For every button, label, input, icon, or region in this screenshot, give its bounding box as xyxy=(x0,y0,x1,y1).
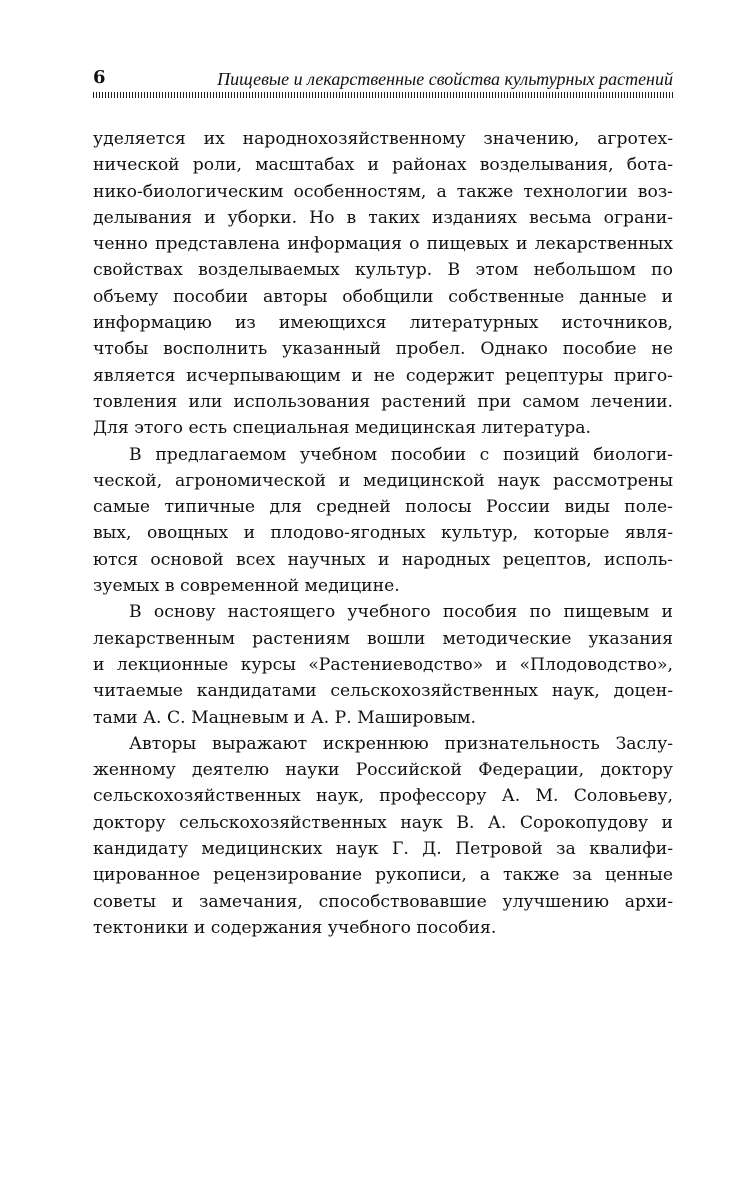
text-line: читаемые кандидатами сельскохозяйственных наук, доцен- xyxy=(93,681,673,702)
page-number: 6 xyxy=(93,67,106,88)
text-line: нико-биологическим особенностям, а также технологии воз- xyxy=(93,181,673,202)
paragraph xyxy=(93,442,673,600)
paragraph xyxy=(93,599,673,730)
text-line: ческой, агрономической и медицинской наук рассмотрены xyxy=(93,470,673,491)
text-line: тами А. С. Мацневым и А. Р. Машировым. xyxy=(93,707,476,728)
text-line: В основу настоящего учебного пособия по пищевым и xyxy=(129,602,673,623)
paragraph xyxy=(93,731,673,941)
paragraph xyxy=(93,126,673,442)
text-line: является исчерпывающим и не содержит рецептуры приго- xyxy=(93,365,673,386)
text-line: объему пособии авторы обобщили собственные данные и xyxy=(93,286,673,307)
text-line: советы и замечания, способствовавшие улучшению архи- xyxy=(93,891,673,912)
text-line: тектоники и содержания учебного пособия. xyxy=(93,917,497,938)
text-line: делывания и уборки. Но в таких изданиях весьма ограни- xyxy=(93,207,673,228)
text-line: сельскохозяйственных наук, профессору А. М. Соловьеву, xyxy=(93,786,673,807)
text-line: товления или использования растений при самом лечении. xyxy=(93,391,673,412)
text-line: Для этого есть специальная медицинская литература. xyxy=(93,418,592,439)
header-rule xyxy=(93,92,673,98)
running-title: Пищевые и лекарственные свойства культурных растений xyxy=(217,69,673,89)
text-line: самые типичные для средней полосы России виды поле- xyxy=(93,497,673,518)
text-line: Авторы выражают искреннюю признательность Заслу- xyxy=(129,733,673,754)
text-line: лекарственным растениям вошли методические указания xyxy=(93,628,673,649)
text-line: информацию из имеющихся литературных источников, xyxy=(93,313,673,334)
text-line: ченно представлена информация о пищевых и лекарственных xyxy=(93,234,673,255)
body-text xyxy=(93,126,673,941)
text-line: зуемых в современной медицине. xyxy=(93,576,400,597)
text-line: уделяется их народнохозяйственному значению, агротех- xyxy=(93,129,673,149)
text-line: свойствах возделываемых культур. В этом небольшом по xyxy=(93,260,673,281)
text-line: доктору сельскохозяйственных наук В. А. Сорокопудову и xyxy=(93,812,673,833)
text-line: цированное рецензирование рукописи, а также за ценные xyxy=(93,865,673,886)
page-header xyxy=(93,66,673,90)
text-line: ются основой всех научных и народных рецептов, исполь- xyxy=(93,549,673,570)
text-line: и лекционные курсы «Растениеводство» и «Плодоводство», xyxy=(93,654,673,675)
text-line: вых, овощных и плодово-ягодных культур, которые явля- xyxy=(93,523,673,544)
text-line: нической роли, масштабах и районах возделывания, бота- xyxy=(93,155,673,176)
text-line: В предлагаемом учебном пособии с позиций биологи- xyxy=(129,444,673,465)
text-line: женному деятелю науки Российской Федерации, доктору xyxy=(93,760,673,781)
text-line: чтобы восполнить указанный пробел. Однако пособие не xyxy=(93,339,673,360)
text-line: кандидату медицинских наук Г. Д. Петровой за квалифи- xyxy=(93,839,673,860)
